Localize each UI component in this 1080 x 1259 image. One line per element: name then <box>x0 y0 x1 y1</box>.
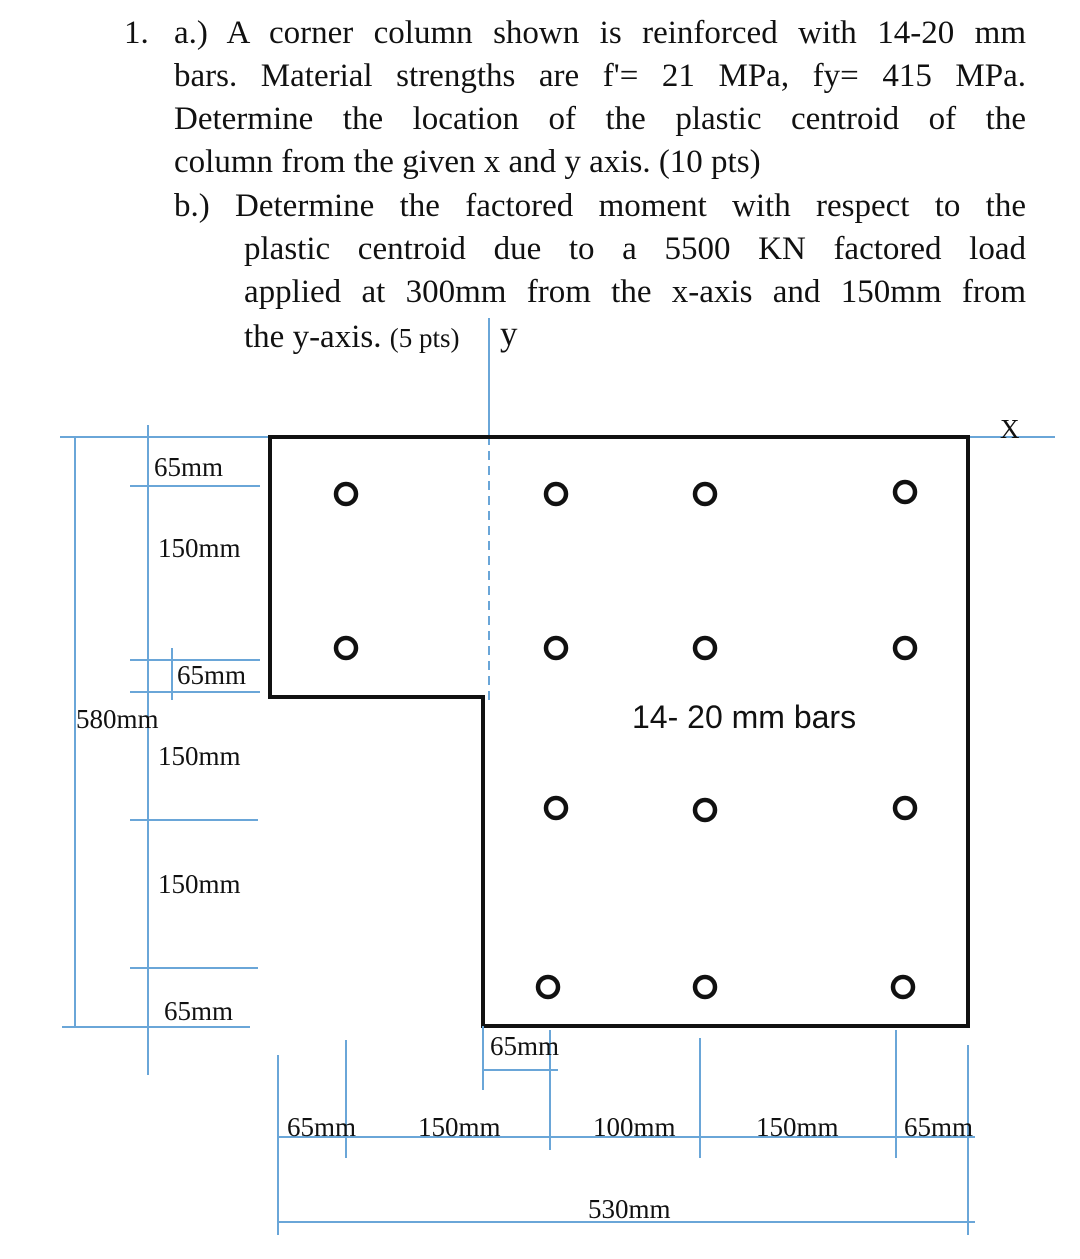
total-width-dim: 530mm <box>588 1194 671 1224</box>
part-b-line-4: the y-axis. <box>244 319 382 355</box>
part-a-line-2: bars. Material strengths are f'= 21 MPa, fy= 415 MPa. <box>174 58 1026 94</box>
rebar <box>695 977 715 997</box>
rebar <box>895 482 915 502</box>
left-dim-4: 150mm <box>158 741 241 771</box>
rebar <box>546 484 566 504</box>
part-b-points: (5 pts) <box>389 323 460 353</box>
rebar <box>695 484 715 504</box>
bottom-dim-3: 100mm <box>593 1112 676 1142</box>
left-dim-6: 65mm <box>164 996 234 1026</box>
column-outline <box>270 437 968 1026</box>
part-a-line-3: Determine the location of the plastic centroid of the <box>174 101 1026 137</box>
x-axis-label: X <box>1000 414 1020 444</box>
bottom-dim-1: 65mm <box>287 1112 357 1142</box>
rebar <box>895 638 915 658</box>
part-b-line-3: applied at 300mm from the x-axis and 150mm from <box>244 274 1026 310</box>
left-dim-3: 65mm <box>177 660 247 690</box>
left-dim-2: 150mm <box>158 533 241 563</box>
total-height-dim: 580mm <box>76 704 159 734</box>
rebar-group <box>336 482 915 997</box>
step-dim: 65mm <box>490 1031 560 1061</box>
part-a-line-4: column from the given x and y axis. (10 pts) <box>174 144 761 180</box>
rebar <box>895 798 915 818</box>
bottom-dim-2: 150mm <box>418 1112 501 1142</box>
left-dim-5: 150mm <box>158 869 241 899</box>
rebar <box>336 638 356 658</box>
rebar <box>695 800 715 820</box>
left-dim-1: 65mm <box>154 452 224 482</box>
part-b-line-2: plastic centroid due to a 5500 KN factored load <box>244 231 1026 267</box>
rebar <box>893 977 913 997</box>
rebar <box>695 638 715 658</box>
problem-number: 1. <box>124 15 149 51</box>
part-b-line-1: b.) Determine the factored moment with respect to the <box>174 188 1026 224</box>
y-axis-label: y <box>500 314 518 353</box>
bars-note: 14- 20 mm bars <box>632 699 857 735</box>
rebar <box>546 638 566 658</box>
part-a-line-1: a.) A corner column shown is reinforced with 14-20 mm <box>174 15 1026 51</box>
bottom-dim-4: 150mm <box>756 1112 839 1142</box>
bottom-dim-5: 65mm <box>904 1112 974 1142</box>
rebar <box>538 977 558 997</box>
rebar <box>546 798 566 818</box>
rebar <box>336 484 356 504</box>
